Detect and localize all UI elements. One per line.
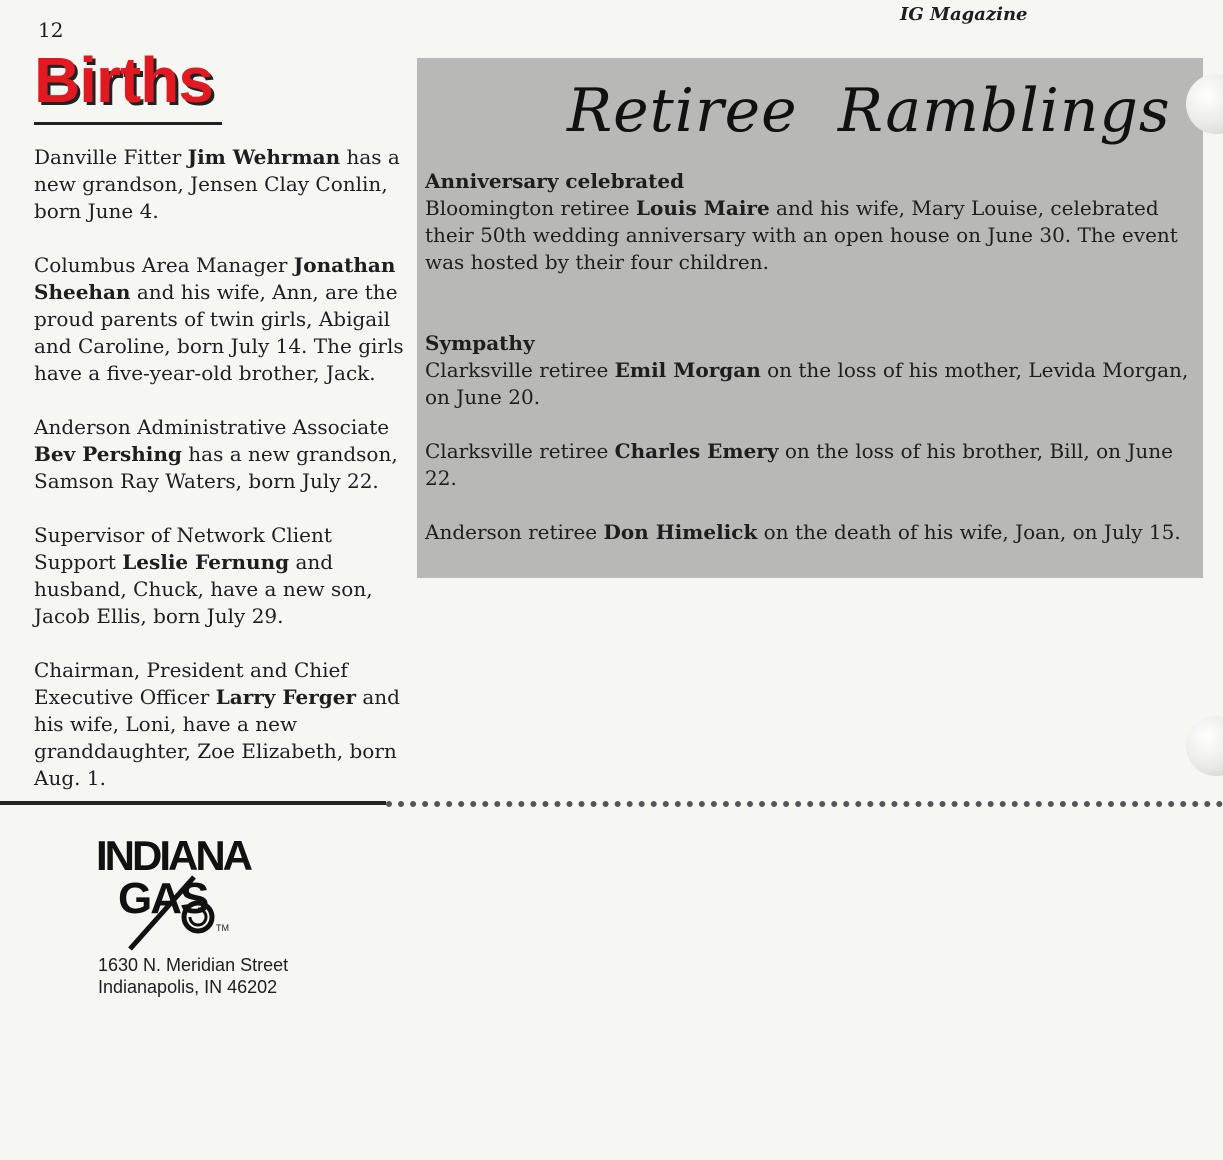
divider-rule [0, 801, 386, 805]
person-name: Charles Emery [614, 439, 779, 463]
address-street: 1630 N. Meridian Street [98, 955, 289, 975]
person-name: Jim Wehrman [187, 145, 341, 169]
person-name: Louis Maire [635, 196, 770, 220]
binder-hole-bottom [1186, 716, 1223, 776]
births-heading: Births [34, 44, 213, 116]
birth-item: Chairman, President and Chief Executive Officer Larry Ferger and his wife, Loni, have a new granddaughter, Zoe Elizabeth, born Aug. 1. [34, 658, 400, 790]
anniversary-text: Bloomington retiree Louis Maire and his wife, Mary Louise, celebrated their 50th wedding anniversary with an open house on June 30. The event was hosted by their four children. [425, 196, 1178, 274]
logo-wordmark-gas: GAS [118, 874, 208, 923]
birth-item: Columbus Area Manager Jonathan Sheehan and his wife, Ann, are the proud parents of twin girls, Abigail and Caroline, born July 14. The girls have a five-year-old brother, Jack. [34, 253, 404, 385]
person-name: Jonathan Sheehan [34, 253, 396, 304]
anniversary-section [425, 168, 1190, 303]
divider-rule-dotted [386, 801, 1223, 807]
birth-item: Supervisor of Network Client Support Leslie Fernung and husband, Chuck, have a new son, Jacob Ellis, born July 29. [34, 523, 373, 628]
retiree-ramblings-title: Retiree Ramblings [567, 76, 1171, 146]
address-block [98, 954, 288, 998]
page-number: 12 [38, 18, 64, 42]
sympathy-item: Clarksville retiree Charles Emery on the loss of his brother, Bill, on June 22. [425, 439, 1173, 490]
magazine-title: IG Magazine [900, 4, 1028, 25]
logo-wordmark-indiana: INDIANA [96, 832, 250, 879]
sympathy-section [425, 330, 1190, 573]
person-name: Larry Ferger [215, 685, 356, 709]
births-column [34, 144, 406, 819]
retiree-ramblings-panel [417, 58, 1203, 578]
address-city: Indianapolis, IN 46202 [98, 977, 278, 997]
sympathy-heading: Sympathy [425, 331, 535, 355]
person-name: Bev Pershing [34, 442, 182, 466]
births-heading-underline [34, 122, 222, 125]
person-name: Emil Morgan [614, 358, 761, 382]
sympathy-item: Anderson retiree Don Himelick on the death of his wife, Joan, on July 15. [425, 520, 1181, 544]
birth-item: Danville Fitter Jim Wehrman has a new grandson, Jensen Clay Conlin, born June 4. [34, 145, 400, 223]
logo-swirl-icon [124, 873, 224, 953]
person-name: Leslie Fernung [122, 550, 290, 574]
indiana-gas-logo [96, 832, 250, 955]
anniversary-heading: Anniversary celebrated [425, 169, 685, 193]
person-name: Don Himelick [603, 520, 758, 544]
trademark-symbol: TM [216, 923, 229, 933]
sympathy-item: Clarksville retiree Emil Morgan on the loss of his mother, Levida Morgan, on June 20. [425, 358, 1189, 409]
birth-item: Anderson Administrative Associate Bev Pershing has a new grandson, Samson Ray Waters, born July 22. [34, 415, 398, 493]
